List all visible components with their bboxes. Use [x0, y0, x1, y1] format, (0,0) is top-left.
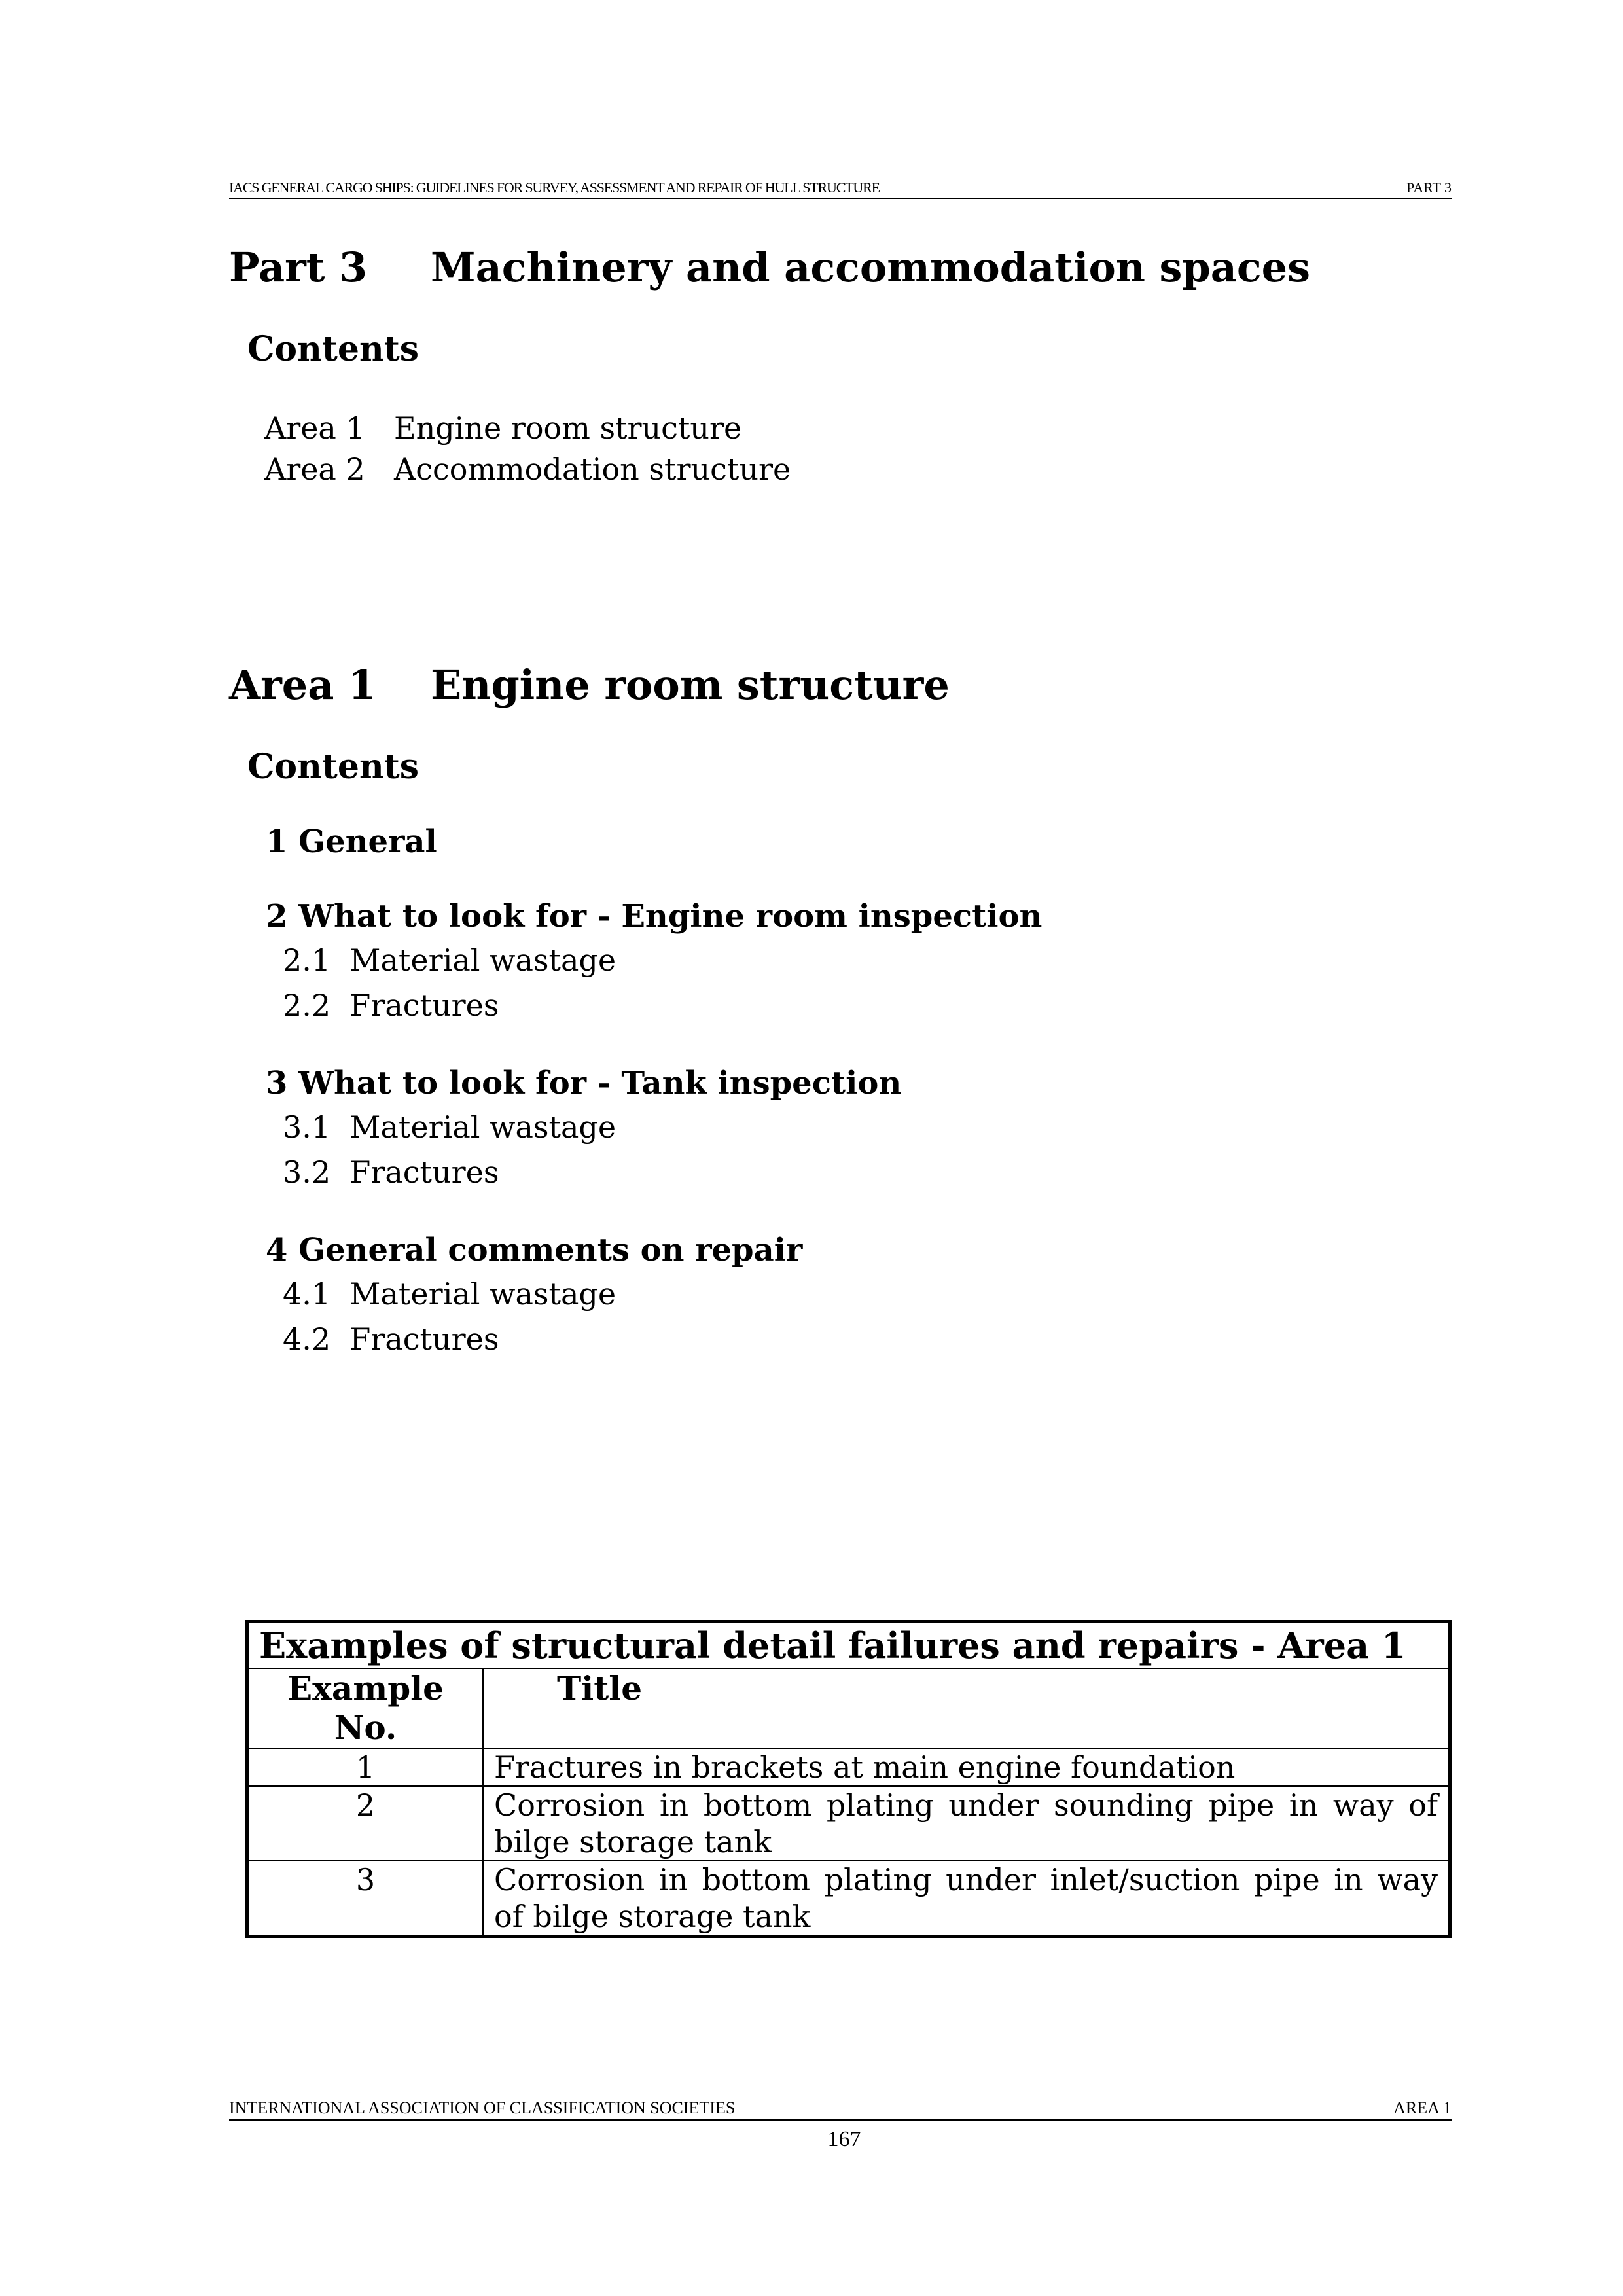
page-footer: [229, 2100, 1452, 2121]
page-header: [229, 178, 1452, 199]
subsection-2-1: [283, 942, 616, 978]
part-item-2-title: Accommodation structure: [394, 452, 791, 487]
subsection-title: Material wastage: [349, 1276, 616, 1312]
subsection-title: Fractures: [349, 1321, 499, 1357]
section-1-heading: [266, 823, 437, 860]
subsection-number: 4.2: [283, 1321, 331, 1357]
section-number: 1: [266, 823, 288, 860]
table-row: [247, 1861, 1450, 1937]
section-2-heading: [266, 898, 1042, 935]
subsection-title: Material wastage: [349, 942, 616, 978]
column-header-example-no: Example No.: [247, 1668, 484, 1748]
section-number: 3: [266, 1065, 288, 1102]
example-title: Fractures in brackets at main engine foundation: [483, 1748, 1450, 1786]
section-title: General: [298, 823, 437, 860]
table-row: [247, 1748, 1450, 1786]
subsection-number: 4.1: [283, 1276, 331, 1312]
subsection-title: Fractures: [349, 988, 499, 1023]
part-item-1-title: Engine room structure: [394, 410, 742, 446]
subsection-title: Fractures: [349, 1155, 499, 1190]
subsection-number: 3.1: [283, 1109, 331, 1145]
subsection-number: 2.2: [283, 988, 331, 1023]
example-title: Corrosion in bottom plating under inlet/suction pipe in way of bilge storage tank: [483, 1861, 1450, 1937]
section-number: 2: [266, 898, 288, 935]
area-title: Engine room structure: [431, 661, 950, 709]
example-number: 3: [247, 1861, 484, 1937]
part-item-2-number: Area 2: [264, 452, 365, 487]
page-number: 167: [827, 2127, 861, 2151]
subsection-4-2: [283, 1321, 499, 1357]
header-document-title: IACS GENERAL CARGO SHIPS: GUIDELINES FOR SURVEY, ASSESSMENT AND REPAIR OF HULL STRUCTURE: [229, 179, 880, 196]
part-item-1-number: Area 1: [264, 410, 365, 446]
column-header-title: Title: [483, 1668, 1450, 1748]
example-title: Corrosion in bottom plating under sounding pipe in way of bilge storage tank: [483, 1786, 1450, 1861]
section-number: 4: [266, 1232, 288, 1268]
subsection-number: 3.2: [283, 1155, 331, 1190]
section-3-heading: [266, 1065, 901, 1102]
example-number: 1: [247, 1748, 484, 1786]
header-part-label: PART 3: [1406, 179, 1452, 196]
section-title: General comments on repair: [298, 1232, 803, 1268]
subsection-3-2: [283, 1155, 499, 1190]
table-header-row: [247, 1668, 1450, 1748]
subsection-title: Material wastage: [349, 1109, 616, 1145]
footer-area-label: AREA 1: [1393, 2098, 1452, 2117]
examples-table: [245, 1620, 1452, 1938]
subsection-4-1: [283, 1276, 616, 1312]
part-number: Part 3: [229, 243, 368, 291]
table-row: [247, 1786, 1450, 1861]
table-caption: Examples of structural detail failures and repairs - Area 1: [247, 1622, 1450, 1669]
part-contents-label: Contents: [247, 329, 419, 369]
footer-organization: INTERNATIONAL ASSOCIATION OF CLASSIFICATION SOCIETIES: [229, 2098, 736, 2117]
subsection-3-1: [283, 1109, 616, 1145]
area-number: Area 1: [229, 661, 377, 709]
subsection-2-2: [283, 988, 499, 1023]
area-contents-label: Contents: [247, 747, 419, 787]
section-title: What to look for - Tank inspection: [298, 1065, 902, 1102]
table-caption-row: [247, 1622, 1450, 1669]
example-number: 2: [247, 1786, 484, 1861]
part-title: Machinery and accommodation spaces: [431, 243, 1311, 291]
subsection-number: 2.1: [283, 942, 331, 978]
section-title: What to look for - Engine room inspection: [298, 898, 1043, 935]
section-4-heading: [266, 1232, 802, 1268]
